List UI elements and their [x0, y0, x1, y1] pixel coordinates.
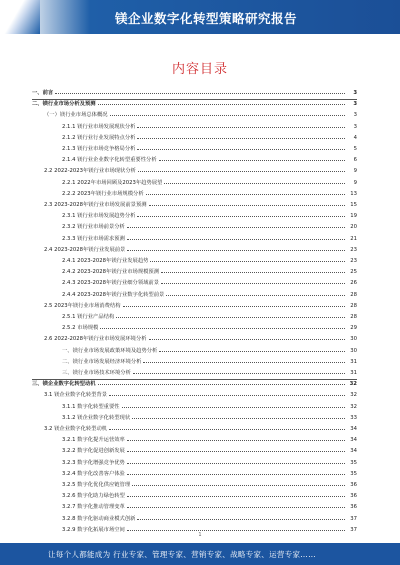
- toc-entry[interactable]: [32, 268, 357, 277]
- toc-entry[interactable]: [32, 436, 357, 445]
- toc-entry[interactable]: [32, 235, 357, 244]
- toc-entry-text: 3.1.2 镁企业数字化转型现状: [62, 414, 131, 421]
- toc-entry-page: 36: [350, 482, 357, 488]
- toc-entry-text: 2.4 2023-2028年镁行业发展前景: [44, 246, 126, 253]
- toc-entry[interactable]: [32, 425, 357, 434]
- toc-entry-page: 21: [350, 235, 357, 242]
- toc-entry[interactable]: [32, 100, 357, 109]
- toc-leader-dots: [127, 226, 345, 228]
- toc-entry-text: 2.1.2 镁行业行业发展特点分析: [62, 134, 136, 141]
- toc-entry[interactable]: [32, 447, 357, 456]
- toc-leader-dots: [123, 305, 345, 307]
- toc-entry-text: 2.2 2022-2023年镁行业市场现状分析: [44, 168, 136, 175]
- toc-entry[interactable]: [32, 123, 357, 132]
- toc-leader-dots: [161, 271, 345, 273]
- toc-entry-page: 29: [350, 325, 357, 332]
- toc-entry-text: 二、镁行业市场发展经济环境分析: [62, 358, 142, 365]
- toc-leader-dots: [109, 394, 345, 396]
- toc-leader-dots: [132, 484, 345, 486]
- toc-entry-page: 28: [350, 291, 357, 298]
- toc-entry-text: （一）镁行业市场总体概况: [44, 112, 108, 119]
- toc-entry[interactable]: [32, 291, 357, 300]
- toc-entry-text: 2.4.2 2023-2028年镁行业市场规模预测: [62, 269, 160, 276]
- toc-entry[interactable]: [32, 223, 357, 232]
- footer-bar: [0, 543, 400, 565]
- page-number: 1: [198, 532, 202, 538]
- toc-leader-dots: [100, 327, 345, 329]
- toc-entry-page: 31: [350, 358, 357, 365]
- toc-entry-text: 2.4.1 2023-2028年镁行业发展趋势: [62, 258, 149, 264]
- toc-entry[interactable]: [32, 358, 357, 367]
- toc-entry-page: 25: [350, 269, 357, 276]
- toc-leader-dots: [127, 506, 345, 508]
- toc-entry-text: 3.2.4 数字化改善客户体验: [62, 470, 125, 477]
- header-bar: [0, 0, 400, 34]
- toc-entry[interactable]: [32, 380, 357, 389]
- toc-entry[interactable]: [32, 156, 357, 165]
- toc-entry-text: 3.1.1 数字化转型重要性: [62, 403, 120, 410]
- toc-entry-text: 2.2.1 2022年市场回顾及2023年趋势展望: [62, 179, 163, 186]
- toc-leader-dots: [149, 204, 345, 206]
- toc-entry[interactable]: [32, 369, 357, 378]
- toc-entry-text: 2.3.1 镁行业市场发展趋势分析: [62, 213, 136, 220]
- toc-entry-page: 23: [350, 258, 357, 264]
- toc-leader-dots: [138, 170, 345, 172]
- toc-entry[interactable]: [32, 190, 357, 199]
- toc-leader-dots: [137, 148, 345, 150]
- toc-entry[interactable]: [32, 492, 357, 501]
- toc-entry-text: 三、镁行业市场技术环境分析: [62, 370, 131, 376]
- toc-entry-text: 2.4.3 2023-2028年镁行业细分领域前景: [62, 280, 160, 287]
- toc-leader-dots: [137, 126, 345, 128]
- toc-leader-dots: [132, 417, 345, 419]
- toc-entry[interactable]: [32, 145, 357, 154]
- toc-entry-page: 37: [350, 515, 357, 522]
- toc-entry-text: 2.3.2 镁行业市场前景分析: [62, 224, 125, 231]
- toc-leader-dots: [137, 137, 345, 139]
- toc-leader-dots: [127, 495, 345, 497]
- toc-entry-page: 37: [350, 526, 357, 533]
- toc-entry-page: 9: [353, 179, 357, 186]
- toc-entry-page: 15: [350, 202, 357, 208]
- toc-entry-text: 2.5 2023年镁行业市场消费结构: [44, 302, 121, 309]
- toc-entry[interactable]: [32, 89, 357, 98]
- toc-entry[interactable]: [32, 212, 357, 221]
- toc-entry-page: 34: [350, 426, 357, 432]
- toc-entry-page: 3: [353, 90, 357, 96]
- toc-leader-dots: [159, 159, 345, 161]
- toc-entry-text: 2.6 2022-2028年镁行业市场发展环境分析: [44, 336, 147, 343]
- toc-entry-text: 2.1.4 镁行业企业数字化转型重要性分析: [62, 157, 157, 164]
- toc-entry-text: 3.2.6 数字化助力绿色转型: [62, 493, 125, 500]
- toc-entry[interactable]: [32, 459, 357, 468]
- toc-entry[interactable]: [32, 470, 357, 479]
- toc-entry-text: 2.5.2 市场规模: [62, 325, 99, 332]
- toc-entry-page: 3: [353, 101, 357, 108]
- toc-entry-page: 34: [350, 437, 357, 444]
- toc-entry-page: 35: [350, 459, 357, 466]
- toc-heading: 内容目录: [171, 62, 228, 77]
- toc-entry-page: 34: [350, 448, 357, 455]
- toc-entry[interactable]: [32, 515, 357, 524]
- toc-entry-page: 26: [350, 280, 357, 287]
- table-of-contents: [32, 89, 357, 544]
- toc-entry[interactable]: [32, 179, 357, 188]
- toc-leader-dots: [133, 372, 345, 374]
- toc-entry[interactable]: [32, 335, 357, 344]
- toc-entry[interactable]: [32, 313, 357, 322]
- toc-entry-page: 32: [350, 392, 357, 399]
- toc-entry[interactable]: [32, 391, 357, 400]
- toc-entry-text: 3.2.8 数字化驱动商业模式创新: [62, 515, 136, 522]
- toc-leader-dots: [109, 428, 345, 430]
- toc-entry-page: 28: [350, 314, 357, 320]
- toc-entry-text: 3.2.7 数字化推动管理变革: [62, 504, 125, 511]
- toc-entry-text: 2.1.3 镁行业市场竞争格局分析: [62, 146, 136, 152]
- toc-entry-text: 3.2.1 数字化提升运营效率: [62, 437, 125, 444]
- toc-entry[interactable]: [32, 302, 357, 311]
- toc-leader-dots: [127, 238, 345, 240]
- toc-entry-text: 3.2 镁企业数字化转型动机: [44, 426, 108, 432]
- toc-entry[interactable]: [32, 324, 357, 333]
- toc-entry-page: 5: [353, 146, 357, 152]
- toc-leader-dots: [55, 92, 345, 94]
- section-separator: [32, 99, 357, 100]
- toc-entry-page: 30: [350, 347, 357, 354]
- toc-entry-text: 二、镁行业市场分析及预测: [32, 101, 96, 108]
- toc-entry-page: 30: [350, 336, 357, 343]
- toc-entry-page: 32: [349, 381, 357, 388]
- toc-entry-text: 2.4.4 2023-2028年镁行业数字化转型前景: [62, 291, 165, 298]
- toc-entry[interactable]: [32, 414, 357, 423]
- section-separator: [32, 379, 357, 380]
- toc-leader-dots: [166, 294, 345, 296]
- toc-entry-text: 一、前言: [32, 90, 54, 96]
- toc-entry-text: 3.2.9 数字化拓展市场空间: [62, 526, 125, 533]
- toc-leader-dots: [110, 114, 345, 116]
- toc-leader-dots: [143, 361, 345, 363]
- toc-entry[interactable]: [32, 201, 357, 210]
- toc-entry-text: 2.3.3 镁行业市场需求预测: [62, 235, 125, 242]
- toc-leader-dots: [127, 473, 345, 475]
- toc-entry-text: 2.5.1 镁行业产品结构: [62, 314, 115, 320]
- toc-entry-text: 2.1.1 镁行业市场发展现状分析: [62, 123, 136, 130]
- toc-leader-dots: [137, 518, 345, 520]
- toc-entry-page: 35: [350, 470, 357, 477]
- toc-leader-dots: [127, 529, 345, 531]
- toc-entry-page: 9: [353, 168, 357, 175]
- footer-slogan: 让每个人都能成为 行业专家、管理专家、营销专家、战略专家、运营专家……: [48, 550, 316, 559]
- toc-entry-text: 2.2.2 2023年镁行业市场规模分析: [62, 190, 144, 197]
- toc-leader-dots: [127, 450, 345, 452]
- toc-entry-page: 6: [353, 157, 357, 164]
- toc-entry-page: 19: [350, 213, 357, 220]
- toc-entry-text: 3.2.2 数字化促进创新发展: [62, 448, 125, 455]
- toc-entry[interactable]: [32, 246, 357, 255]
- toc-entry-page: 36: [350, 493, 357, 500]
- toc-entry-page: 31: [350, 370, 357, 376]
- toc-entry-page: 33: [350, 414, 357, 421]
- toc-leader-dots: [127, 462, 345, 464]
- toc-leader-dots: [137, 215, 345, 217]
- toc-entry-text: 3.2.3 数字化增强竞争优势: [62, 459, 125, 466]
- toc-leader-dots: [122, 406, 345, 408]
- report-title: 镁企业数字化转型策略研究报告: [115, 11, 298, 26]
- toc-entry-page: 36: [350, 504, 357, 511]
- toc-entry-text: 3.2.5 数字化优化供应链管理: [62, 482, 131, 488]
- toc-leader-dots: [127, 249, 345, 251]
- toc-entry-page: 13: [350, 190, 357, 197]
- toc-entry-page: 3: [353, 123, 357, 130]
- toc-entry-page: 20: [350, 224, 357, 231]
- toc-entry[interactable]: [32, 503, 357, 512]
- toc-entry[interactable]: [32, 279, 357, 288]
- toc-leader-dots: [149, 338, 345, 340]
- toc-leader-dots: [161, 282, 345, 284]
- toc-entry-text: 三、镁企业数字化转型动机: [32, 381, 96, 388]
- toc-leader-dots: [116, 316, 345, 318]
- toc-entry[interactable]: [32, 481, 357, 490]
- toc-leader-dots: [146, 193, 345, 195]
- toc-entry[interactable]: [32, 134, 357, 143]
- toc-leader-dots: [98, 103, 345, 105]
- toc-entry-text: 一、镁行业市场发展政策环境及趋势分析: [62, 347, 158, 354]
- toc-entry[interactable]: [32, 347, 357, 356]
- toc-leader-dots: [98, 383, 345, 385]
- toc-leader-dots: [150, 260, 345, 262]
- toc-entry[interactable]: [32, 257, 357, 266]
- toc-entry-text: 3.1 镁企业数字化转型背景: [44, 392, 108, 399]
- toc-entry-page: 28: [350, 302, 357, 309]
- toc-leader-dots: [127, 439, 345, 441]
- toc-leader-dots: [164, 182, 345, 184]
- toc-entry-page: 4: [353, 134, 357, 141]
- toc-entry-page: 32: [350, 403, 357, 410]
- toc-entry-text: 2.3 2023-2028年镁行业市场发展前景预测: [44, 202, 147, 208]
- toc-entry-page: 3: [353, 112, 357, 119]
- toc-entry[interactable]: [32, 403, 357, 412]
- toc-leader-dots: [159, 350, 345, 352]
- toc-entry[interactable]: [32, 167, 357, 176]
- header-stripe: [0, 0, 40, 34]
- toc-entry[interactable]: [32, 111, 357, 120]
- toc-entry-page: 23: [350, 246, 357, 253]
